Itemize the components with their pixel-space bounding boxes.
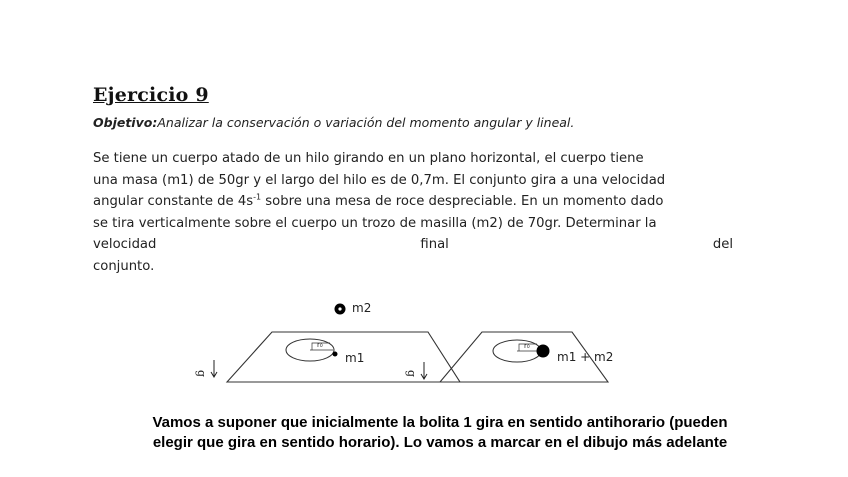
objective-line — [93, 115, 574, 130]
statement-line-4: se tira verticalmente sobre el cuerpo un trozo de masilla (m2) de 70gr. Determinar la — [93, 215, 657, 231]
word-velocidad: velocidad — [93, 237, 157, 253]
statement-line-3a: angular constante de 4s — [93, 194, 254, 210]
gravity-arrow-left-icon — [211, 360, 217, 377]
gravity-label-right: g — [405, 370, 418, 378]
m1-label: m1 — [345, 351, 365, 365]
note-line-2: elegir que gira en sentido horario). Lo vamos a marcar en el dibujo más adelante — [152, 434, 728, 451]
exercise-title: Ejercicio 9 — [93, 84, 209, 106]
r0-label-right: r₀ — [524, 342, 530, 350]
word-final: final — [420, 237, 449, 253]
combined-ball — [537, 345, 550, 358]
word-del: del — [712, 237, 733, 253]
objective-text: Analizar la conservación o variación del momento angular y lineal. — [157, 115, 575, 130]
table-plane-left — [227, 332, 460, 382]
note-line-1: Vamos a suponer que inicialmente la bolita 1 gira en sentido antihorario (pueden — [152, 414, 728, 431]
gravity-label-left: g — [195, 370, 208, 378]
gravity-arrow-right-icon — [421, 362, 427, 379]
statement-line-2: una masa (m1) de 50gr y el largo del hilo es de 0,7m. El conjunto gira a una velocidad — [93, 172, 666, 188]
problem-statement — [93, 148, 733, 278]
combined-label: m1 + m2 — [557, 350, 614, 364]
exponent: -1 — [253, 192, 262, 202]
physics-diagram — [190, 292, 630, 397]
instructor-note — [80, 413, 800, 453]
statement-line-1: Se tiene un cuerpo atado de un hilo girando en un plano horizontal, el cuerpo tiene — [93, 151, 644, 166]
statement-line-3 — [93, 191, 733, 213]
r0-label-left: r₀ — [317, 341, 323, 349]
statement-line-3b: sobre una mesa de roce despreciable. En un momento dado — [261, 194, 664, 210]
m2-label: m2 — [352, 301, 372, 315]
statement-line-5 — [93, 234, 733, 256]
statement-line-6: conjunto. — [93, 258, 155, 274]
objective-label: Objetivo: — [93, 115, 158, 130]
m1-ball — [333, 352, 338, 357]
